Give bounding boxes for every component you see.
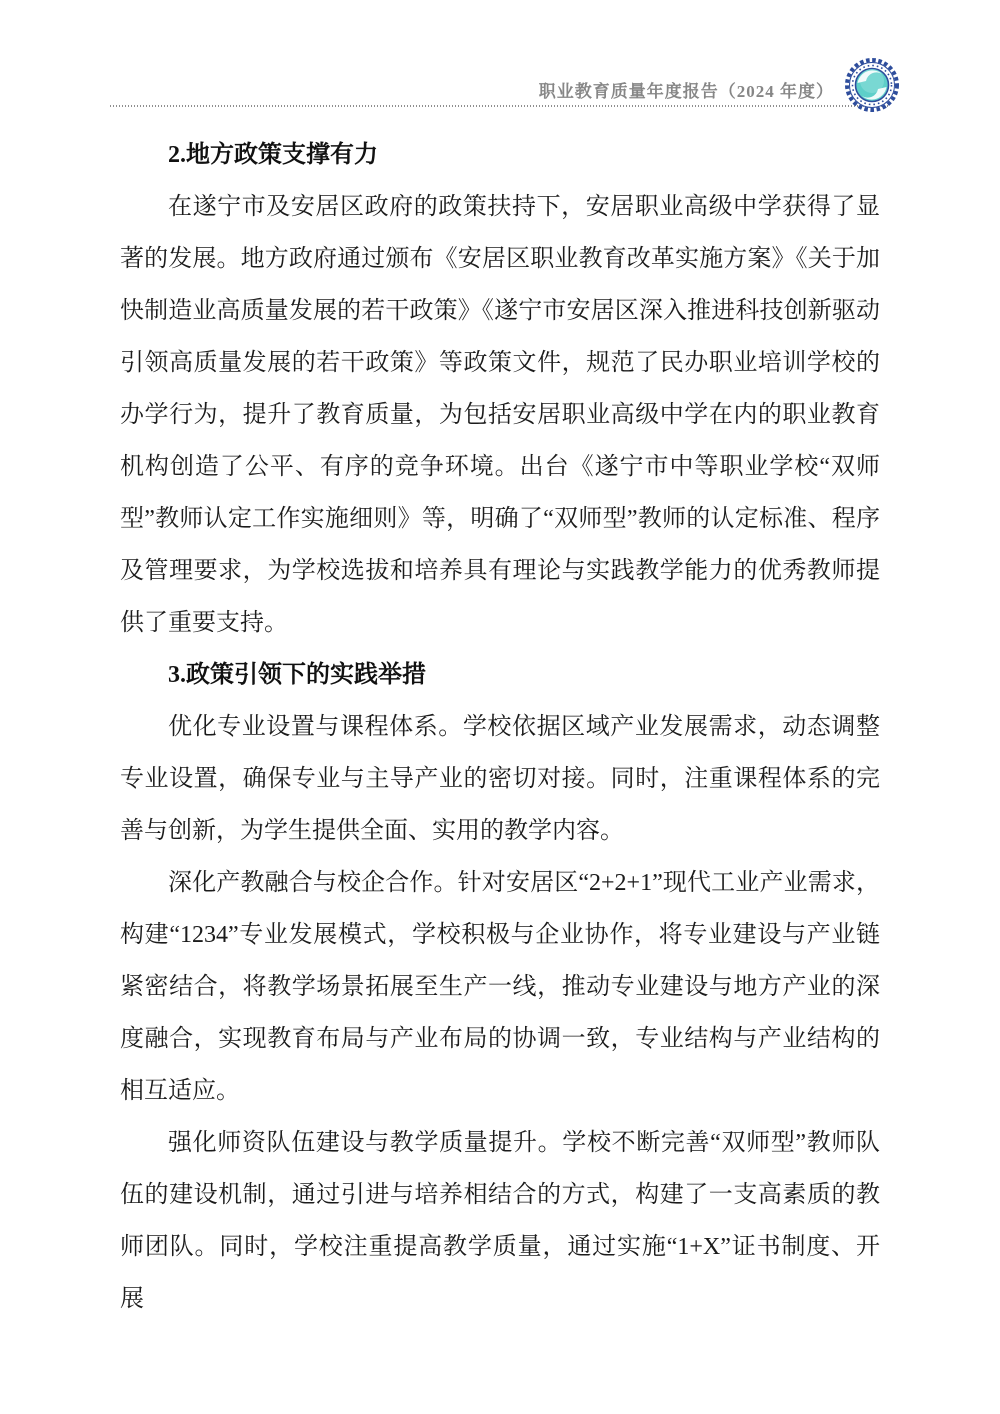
paragraph-teacher-team: 强化师资队伍建设与教学质量提升。学校不断完善“双师型”教师队伍的建设机制，通过引进与培养相结合的方式，构建了一支高素质的教师团队。同时，学校注重提高教学质量，通过实施“1+X”证书制度、开展: [120, 1130, 880, 1312]
section-heading-local-policy: 2.地方政策支撑有力: [168, 142, 378, 168]
section-heading-practice-measures: 3.政策引领下的实践举措: [168, 662, 426, 688]
school-emblem-icon: [844, 57, 900, 113]
header-title: 职业教育质量年度报告（2024 年度）: [538, 82, 834, 101]
page-header: [110, 0, 888, 107]
paragraph-policy-support: 在遂宁市及安居区政府的政策扶持下，安居职业高级中学获得了显著的发展。地方政府通过颁布《安居区职业教育改革实施方案》《关于加快制造业高质量发展的若干政策》《遂宁市安居区深入推进科技创新驱动引领高质量发展的若干政策》等政策文件，规范了民办职业培训学校的办学行为，提升了教育质量，为包括安居职业高级中学在内的职业教育机构创造了公平、有序的竞争环境。出台《遂宁市中等职业学校“双师型”教师认定工作实施细则》等，明确了“双师型”教师的认定标准、程序及管理要求，为学校选拔和培养具有理论与实践教学能力的优秀教师提供了重要支持。: [120, 194, 880, 636]
document-body: [120, 107, 880, 1325]
paragraph-industry-education: 深化产教融合与校企合作。针对安居区“2+2+1”现代工业产业需求，构建“1234”专业发展模式，学校积极与企业协作，将专业建设与产业链紧密结合，将教学场景拓展至生产一线，推动专业建设与地方产业的深度融合，实现教育布局与产业布局的协调一致，专业结构与产业结构的相互适应。: [120, 870, 880, 1104]
paragraph-curriculum: 优化专业设置与课程体系。学校依据区域产业发展需求，动态调整专业设置，确保专业与主导产业的密切对接。同时，注重课程体系的完善与创新，为学生提供全面、实用的教学内容。: [120, 714, 880, 844]
